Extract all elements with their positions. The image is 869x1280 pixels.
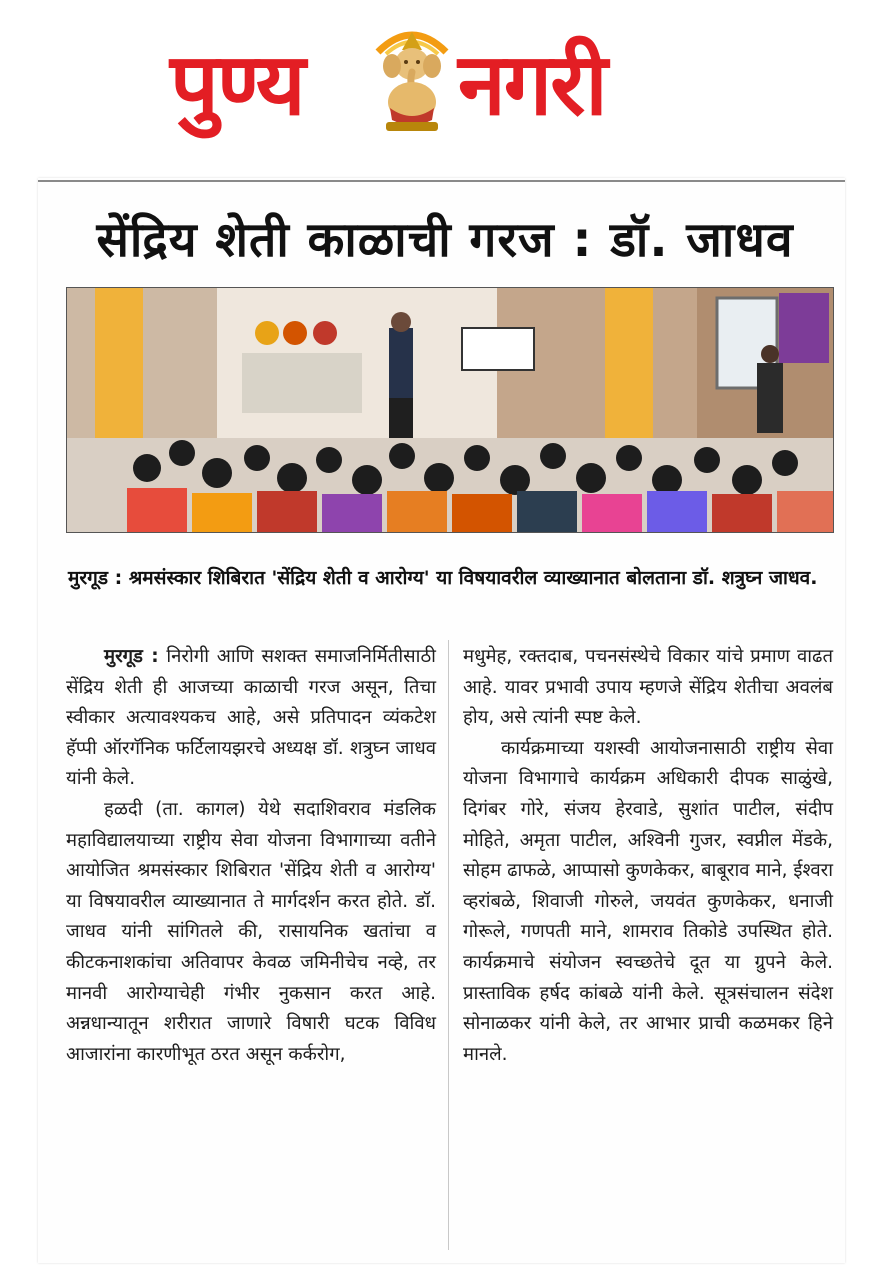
paragraph-1-text: निरोगी आणि सशक्त समाजनिर्मितीसाठी सेंद्रिय शेती ही आजच्या काळाची गरज असून, तिचा स्वीकार अत्यावश्यकच आहे, असे प्रतिपादन व्यंकटेश हॅप्पी ऑरगॅनिक फर्टिलायझरचे अध्यक्ष डॉ. शत्रुघ्न जाधव यांनी केले. (66, 646, 436, 790)
masthead-title-right: नगरी (458, 35, 606, 135)
ganesha-logo-icon (368, 20, 456, 135)
column-divider (448, 640, 449, 1250)
paragraph-3: कार्यक्रमाच्या यशस्वी आयोजनासाठी राष्ट्रीय सेवा योजना विभागाचे कार्यक्रम अधिकारी दीपक साळुंखे, दिगंबर गोरे, संजय हेरवाडे, सुशांत पाटील, संदीप मोहिते, अमृता पाटील, अश्विनी गुजर, स्वप्नील मेंडके, सोहम ढाफळे, आप्पासो कुणकेकर, बाबूराव माने, ईश्वरा व्हरांबळे, शिवाजी गोरुले, जयवंत कुणकेकर, धनाजी गोरूले, गणपती माने, शामराव तिकोडे उपस्थित होते. कार्यक्रमाचे संयोजन स्वच्छतेचे दूत या ग्रुपने केले. प्रास्ताविक हर्षद कांबळे यांनी केले. सूत्रसंचालन संदेश सोनाळकर यांनी केले, तर आभार प्राची कळमकर हिने मानले. (463, 737, 833, 1065)
article-column-left (66, 642, 436, 1070)
masthead-title-left: पुण्य (170, 35, 304, 135)
masthead (0, 0, 869, 170)
paragraph-1 (66, 642, 436, 795)
top-rule (38, 180, 845, 182)
paragraph-2: हळदी (ता. कागल) येथे सदाशिवराव मंडलिक महाविद्यालयाच्या राष्ट्रीय सेवा योजना विभागाच्या वतीने आयोजित श्रमसंस्कार शिबिरात 'सेंद्रिय शेती व आरोग्य' या विषयावरील व्याख्यानात ते मार्गदर्शन करत होते. डॉ. जाधव यांनी सांगितले की, रासायनिक खतांचा व कीटकनाशकांचा अतिवापर केवळ जमिनीचेच नव्हे, तर मानवी आरोग्याचेही गंभीर नुकसान करत आहे. अन्नधान्यातून शरीरात जाणारे विषारी घटक विविध आजारांना कारणीभूत ठरत असून कर्करोग, (66, 798, 436, 1065)
event-photo (66, 287, 834, 533)
article-column-right (463, 642, 833, 1070)
dateline: मुरगूड : (104, 646, 159, 667)
photo-caption: मुरगूड : श्रमसंस्कार शिबिरात 'सेंद्रिय शेती व आरोग्य' या विषयावरील व्याख्यानात बोलताना डॉ. शत्रुघ्न जाधव. (68, 567, 818, 589)
paragraph-2-continued: मधुमेह, रक्तदाब, पचनसंस्थेचे विकार यांचे प्रमाण वाढत आहे. यावर प्रभावी उपाय म्हणजे सेंद्रिय शेतीचा अवलंब होय, असे त्यांनी स्पष्ट केले. (463, 646, 833, 729)
article-headline: सेंद्रिय शेती काळाची गरज : डॉ. जाधव (96, 212, 794, 268)
